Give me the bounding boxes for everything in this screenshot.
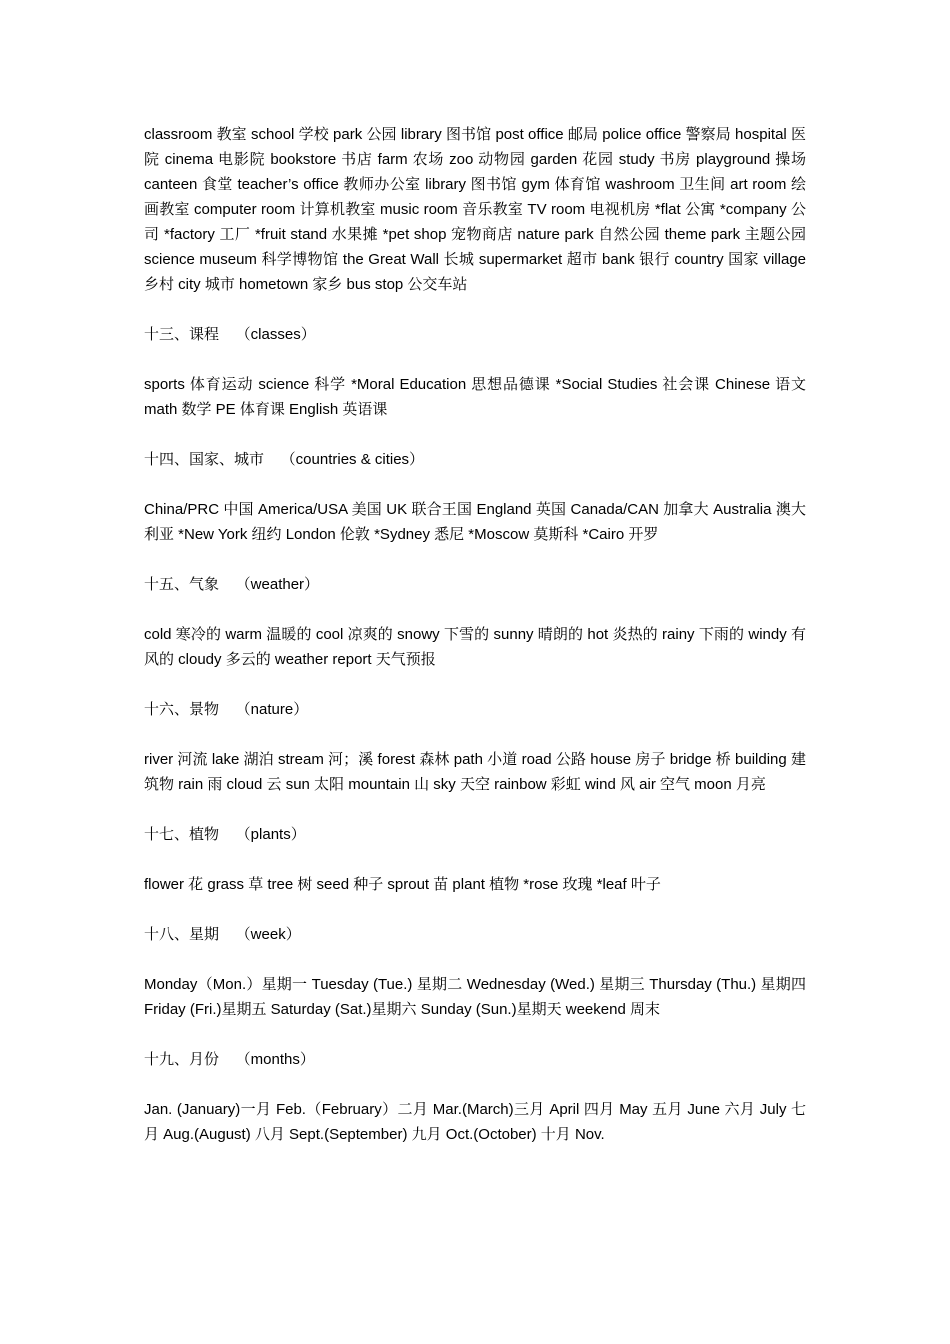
section-heading-countries-cities: 十四、国家、城市 （countries & cities） [144, 451, 425, 468]
section-heading-classes: 十三、课程 （classes） [144, 326, 316, 343]
places-vocabulary-paragraph: classroom 教室 school 学校 park 公园 library 图书馆 post office 邮局 police office 警察局 hospital 医院 cinema 电影院 bookstore 书店 farm 农场 zoo 动物园 garden 花园 study 书房 playground 操场 canteen 食堂 teacher’s office 教师办公室 library 图书馆 gym 体育馆 washroom 卫生间 art room 绘画教室 computer room 计算机教室 music room 音乐教室 TV room 电视机房 *flat 公寓 *company 公司 *factory 工厂 *fruit stand 水果摊 *pet shop 宠物商店 nature park 自然公园 theme park 主题公园 science museum 科学博物馆 the Great Wall 长城 supermarket 超市 bank 银行 country 国家 village 乡村 city 城市 hometown 家乡 bus stop 公交车站 [144, 126, 806, 293]
section-heading-months: 十九、月份 （months） [144, 1051, 315, 1068]
section-heading-nature: 十六、景物 （nature） [144, 701, 309, 718]
section-heading-plants: 十七、植物 （plants） [144, 826, 306, 843]
section-heading-weather: 十五、气象 （weather） [144, 576, 320, 593]
classes-vocabulary-paragraph: sports 体育运动 science 科学 *Moral Education 思想品德课 *Social Studies 社会课 Chinese 语文 math 数学 PE 体育课 English 英语课 [144, 376, 806, 418]
countries-vocabulary-paragraph: China/PRC 中国 America/USA 美国 UK 联合王国 England 英国 Canada/CAN 加拿大 Australia 澳大利亚 *New York 纽约 London 伦敦 *Sydney 悉尼 *Moscow 莫斯科 *Cairo 开罗 [144, 501, 806, 543]
nature-vocabulary-paragraph: river 河流 lake 湖泊 stream 河；溪 forest 森林 path 小道 road 公路 house 房子 bridge 桥 building 建筑物 rain 雨 cloud 云 sun 太阳 mountain 山 sky 天空 rainbow 彩虹 wind 风 air 空气 moon 月亮 [144, 751, 806, 793]
months-vocabulary-paragraph: Jan. (January)一月 Feb.（February）二月 Mar.(March)三月 April 四月 May 五月 June 六月 July 七月 Aug.(August) 八月 Sept.(September) 九月 Oct.(October) 十月 Nov. [144, 1101, 806, 1143]
section-heading-week: 十八、星期 （week） [144, 926, 301, 943]
weather-vocabulary-paragraph: cold 寒冷的 warm 温暖的 cool 凉爽的 snowy 下雪的 sunny 晴朗的 hot 炎热的 rainy 下雨的 windy 有风的 cloudy 多云的 weather report 天气预报 [144, 626, 806, 668]
plants-vocabulary-paragraph: flower 花 grass 草 tree 树 seed 种子 sprout 苗 plant 植物 *rose 玫瑰 *leaf 叶子 [144, 876, 661, 893]
week-vocabulary-paragraph: Monday（Mon.）星期一 Tuesday (Tue.) 星期二 Wednesday (Wed.) 星期三 Thursday (Thu.) 星期四 Friday (Fri.)星期五 Saturday (Sat.)星期六 Sunday (Sun.)星期天 weekend 周末 [144, 976, 806, 1018]
document-page [144, 122, 806, 1147]
